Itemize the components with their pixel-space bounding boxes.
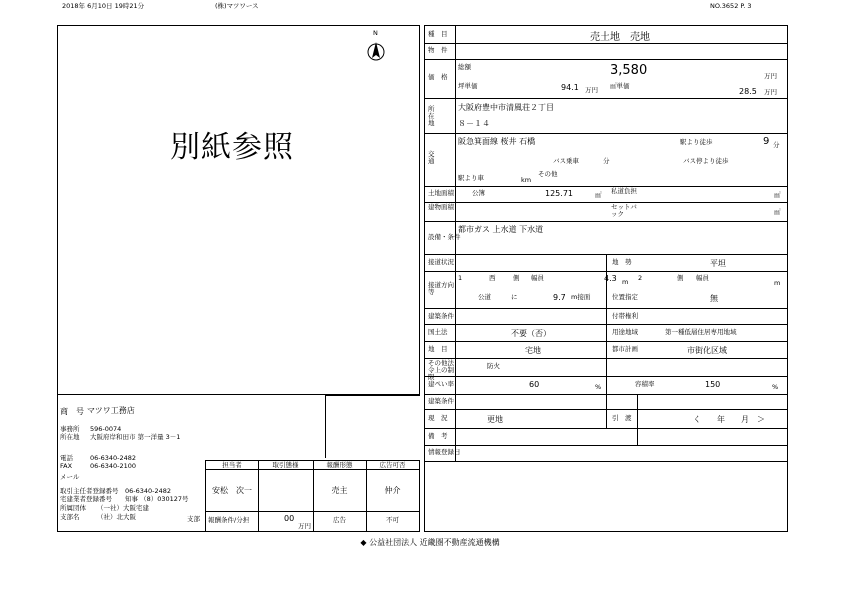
road2-width-unit: m (774, 279, 781, 287)
col-transaction: 取引態様 (272, 461, 299, 469)
facility-value: 都市ガス 上水道 下水道 (458, 225, 544, 234)
terrain-label: 地 勢 (612, 258, 632, 266)
land-area-value: 125.71 (545, 189, 573, 198)
fax-timestamp: 2018年 6月10日 19時21分 (62, 2, 145, 10)
road-status-label: 接道状況 (428, 258, 454, 266)
license-label: 取引主任者登録番号 (60, 487, 119, 495)
far-value: 150 (705, 380, 721, 389)
col-person: 担当者 (222, 461, 242, 469)
total-label: 総額 (458, 63, 471, 71)
coverage-unit: % (595, 383, 602, 391)
listing-table (424, 25, 788, 532)
name-label: 物 件 (428, 46, 448, 54)
road2-no: 2 (638, 274, 643, 282)
tsubo-unit: 万円 (585, 86, 598, 94)
branch-label: 支部名 (60, 513, 80, 521)
land-area-type: 公簿 (472, 189, 485, 197)
facility-label: 設備・条件 (428, 233, 461, 241)
delivery-label: 引 渡 (612, 414, 632, 422)
land-area-unit: ㎡ (595, 191, 602, 199)
location-line1: 大阪府豊中市清風荘２丁目 (458, 103, 554, 112)
far-label: 容積率 (635, 380, 655, 388)
road1-ni: に (511, 293, 518, 301)
road1-no: 1 (458, 274, 463, 282)
mail-label: メール (60, 473, 80, 481)
busstop-label: バス停より徒歩 (683, 157, 729, 165)
other-limit-value: 防火 (487, 362, 500, 370)
private-road-unit: ㎡ (774, 191, 781, 199)
car-unit: km (521, 176, 532, 184)
delivery-value: く 年 月 ＞ (693, 415, 765, 424)
bus-label: バス乗車 (553, 157, 579, 165)
map-panel (57, 25, 420, 395)
fee-value: 00 (284, 514, 295, 523)
address-label: 所在地 (60, 433, 80, 441)
postal-code: 596-0074 (90, 425, 122, 433)
assoc-label: 所属団体 (60, 504, 86, 512)
road1-width-label: 幅員 (531, 274, 544, 282)
city-plan-value: 市街化区域 (687, 346, 727, 355)
road2-width-label: 幅員 (696, 274, 709, 282)
fax-sender: (株)マツワース (215, 2, 259, 10)
tsubo-label: 坪単価 (458, 82, 478, 90)
terrain-value: 平坦 (710, 259, 726, 268)
tsubo-price: 94.1 (561, 83, 579, 92)
location-line2: ８－１４ (458, 119, 490, 128)
other-limit-label: その他法令上の制限 (428, 359, 454, 381)
city-plan-label: 都市計画 (612, 345, 638, 353)
ad-value: 不可 (386, 516, 399, 524)
road1-contact: 9.7 (553, 293, 566, 302)
road1-type: 公道 (478, 293, 491, 301)
fax-value: 06-6340-2100 (90, 462, 137, 470)
car-label: 駅より車 (458, 174, 484, 182)
assoc-value: （一社）大阪宅建 (97, 504, 149, 512)
bldg-area-label: 建物面積 (428, 203, 454, 211)
remarks-label: 備 考 (428, 432, 448, 440)
setback-unit: ㎡ (774, 208, 781, 216)
updated-label: 情報登録日 (428, 448, 461, 456)
walk-minutes: 9 (763, 136, 770, 147)
branch-suffix: 支部 (187, 515, 200, 523)
price-label: 価 格 (428, 73, 448, 81)
col-ad: 広告可否 (379, 461, 406, 469)
fee-unit: 万円 (298, 522, 311, 530)
tel-label: 電話 (60, 454, 73, 462)
setback-label: セットバック (611, 203, 637, 218)
road1-width: 4.3 (604, 274, 617, 283)
north-arrow-icon (367, 29, 385, 64)
sqm-price: 28.5 (739, 87, 757, 96)
trade-name-label: 商 号 (60, 407, 84, 416)
walk-label: 駅より徒歩 (680, 138, 713, 146)
other-label: その他 (538, 170, 558, 178)
build-cond-label: 建築条件 (428, 397, 454, 405)
private-road-label: 私道負担 (611, 187, 637, 195)
fax-label: FAX (60, 462, 73, 470)
land-law-label: 国土法 (428, 328, 448, 336)
road1-dir: 西 (489, 274, 496, 282)
road1-side: 側 (513, 274, 520, 282)
reg-value: 知事 （8）030127号 (125, 495, 189, 503)
north-label: N (373, 29, 378, 37)
type-value: 売土地 売地 (590, 32, 650, 43)
building-cond-label: 建築条件 (428, 312, 454, 320)
position-value: 無 (710, 294, 718, 303)
mediation-type: 仲介 (384, 486, 401, 495)
col-conditions: 報酬形態 (326, 461, 353, 469)
total-unit: 万円 (764, 72, 777, 80)
train-line: 阪急箕面線 桜井 石橋 (458, 137, 536, 146)
branch-value: （社）北大阪 (97, 513, 136, 521)
traffic-label: 交 通 (428, 150, 441, 165)
agent-table (205, 460, 420, 532)
license-value: 06-6340-2482 (125, 487, 172, 495)
zoning-label: 用途地域 (612, 328, 638, 336)
footer-org: ◆ 公益社団法人 近畿圏不動産流通機構 (360, 538, 500, 547)
land-category-label: 地 目 (428, 345, 448, 353)
road2-side: 側 (677, 274, 684, 282)
type-label: 種 目 (428, 30, 448, 38)
office-label: 事務所 (60, 425, 80, 433)
status-value: 更地 (487, 415, 503, 424)
zoning-value: 第一種低層住居専用地域 (665, 328, 737, 336)
coverage-label: 建ぺい率 (428, 380, 454, 388)
walk-unit: 分 (773, 141, 780, 149)
sqm-label: ㎡単価 (610, 82, 630, 90)
map-placeholder-text: 別紙参照 (170, 130, 294, 165)
position-label: 位置指定 (612, 293, 638, 301)
tel-value: 06-6340-2482 (90, 454, 137, 462)
land-category-value: 宅地 (525, 346, 541, 355)
agent-address: 大阪府岸和田市 第一洋量 3－1 (90, 433, 181, 441)
ad-label: 広告 (333, 516, 346, 524)
far-unit: % (772, 383, 779, 391)
location-label: 所 在 地 (428, 105, 441, 127)
transaction-type: 売主 (331, 486, 348, 495)
extra-rights-label: 付帯権利 (612, 312, 638, 320)
reg-label: 宅建業者登録番号 (60, 495, 112, 503)
land-law-value: 不要（否） (511, 329, 551, 338)
coverage-value: 60 (529, 380, 540, 389)
person-name: 安松 次一 (212, 486, 252, 495)
status-label: 現 況 (428, 414, 448, 422)
land-area-label: 土地面積 (428, 189, 454, 197)
road-dir-label: 接道方向等 (428, 281, 454, 296)
road1-width-unit: m (622, 278, 629, 286)
bus-unit: 分 (603, 157, 610, 165)
trade-name: マツワ工務店 (87, 406, 135, 415)
road1-contact-unit: m接面 (571, 293, 591, 301)
total-price: 3,580 (610, 63, 648, 78)
sqm-unit: 万円 (764, 88, 777, 96)
fee-label: 報酬条件/分担 (208, 516, 250, 524)
fax-page-number: NO.3652 P. 3 (710, 2, 752, 10)
